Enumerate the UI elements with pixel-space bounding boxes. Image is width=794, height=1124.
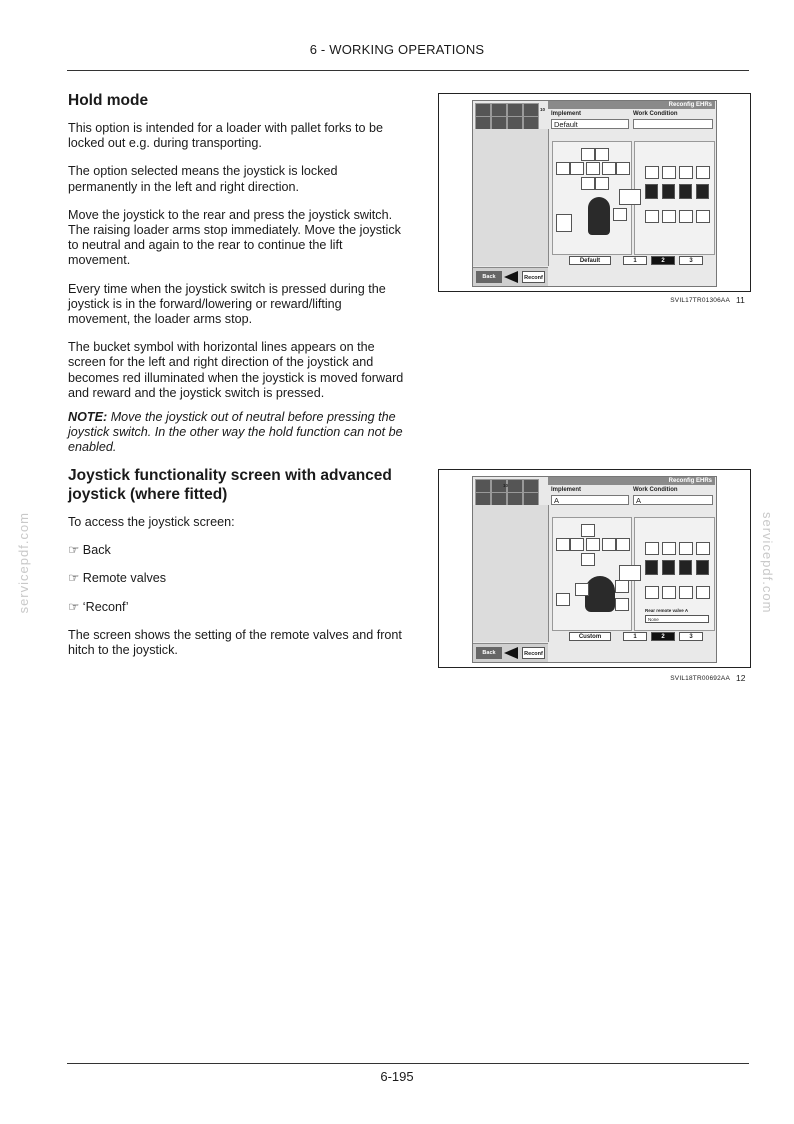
joystick-section xyxy=(68,466,404,658)
settings-icon xyxy=(491,103,507,117)
note-label: NOTE: xyxy=(68,410,108,425)
tractor-front-icon xyxy=(619,565,641,581)
valve-icon xyxy=(645,586,659,599)
valve-icon xyxy=(662,542,676,555)
screen-title: Reconfig EHRs xyxy=(548,101,715,109)
header-rule xyxy=(67,70,749,71)
back-button[interactable]: Back xyxy=(476,647,502,659)
pointing-hand-icon: ☞ xyxy=(68,571,80,586)
reconf-button[interactable]: Reconf xyxy=(522,271,545,283)
joystick-intro: To access the joystick screen: xyxy=(68,515,235,529)
valve-icon xyxy=(662,166,676,179)
down-arrow-icon xyxy=(491,116,507,130)
bucket-icon xyxy=(581,177,595,190)
nav-bar xyxy=(473,643,548,662)
bucket-icon xyxy=(570,538,584,551)
valve-icon xyxy=(696,586,710,599)
implement-label: Implement xyxy=(551,487,582,493)
left-panel xyxy=(473,129,549,266)
vt-icon xyxy=(523,116,539,130)
page-button-2[interactable]: 2 xyxy=(651,256,675,265)
diamond-icon xyxy=(507,492,523,506)
page-button-2[interactable]: 2 xyxy=(651,632,675,641)
rear-remote-label: Rear remote valve A xyxy=(645,608,689,613)
page-number: 6-195 xyxy=(380,1069,414,1084)
tractor-front-icon xyxy=(619,189,641,205)
reconf-button[interactable]: Reconf xyxy=(522,647,545,659)
footer-rule xyxy=(67,1063,749,1064)
page-button-3[interactable]: 3 xyxy=(679,256,703,265)
figure-2-number: 12 xyxy=(736,673,746,683)
implement-label: Implement xyxy=(551,111,582,117)
bucket-icon xyxy=(556,162,570,175)
note-text: Move the joystick out of neutral before pressing the joystick switch. In the other way the hold function can not be enabled. xyxy=(68,410,403,455)
ehr-screen xyxy=(472,476,717,663)
joystick-outro: The screen shows the setting of the remote valves and front hitch to the joystick. xyxy=(68,627,402,658)
bucket-icon xyxy=(556,538,570,551)
diamond-icon xyxy=(507,116,523,130)
valve-state-icon xyxy=(679,560,692,575)
bucket-icon xyxy=(581,148,595,161)
step-back-label: Back xyxy=(82,543,111,558)
hold-mode-heading: Hold mode xyxy=(68,92,149,109)
valve-icon xyxy=(679,586,693,599)
pointing-hand-icon: ☞ xyxy=(68,599,80,614)
joystick-icon xyxy=(588,197,610,235)
bucket-icon xyxy=(581,553,595,566)
side-button-icon xyxy=(613,208,627,221)
loader-icon xyxy=(507,103,523,117)
implement-field[interactable]: Default xyxy=(551,119,629,129)
tractor-icon xyxy=(475,479,491,493)
icon-count: 10 xyxy=(503,483,509,488)
mode-button[interactable]: Default xyxy=(569,256,611,265)
step-reconf-label: ‘Reconf’ xyxy=(82,599,129,614)
side-button-icon xyxy=(615,598,629,611)
work-condition-label: Work Condition xyxy=(633,487,678,493)
bucket-icon xyxy=(602,162,616,175)
pointing-hand-icon: ☞ xyxy=(68,543,80,558)
bucket-icon xyxy=(581,524,595,537)
hold-paragraph-3: Move the joystick to the rear and press the joystick switch. The raising loader arms stop immediately. Move the joystick to neutral and again to the rear to continue the lift movement. xyxy=(68,207,401,268)
figure-hold-mode-screen xyxy=(438,93,751,292)
valve-icon xyxy=(679,166,693,179)
switch-icon xyxy=(556,593,570,606)
left-arrow-icon[interactable] xyxy=(504,271,518,283)
direction-arrows-icon xyxy=(586,538,600,551)
valves-panel xyxy=(634,141,715,255)
hold-paragraph-4: Every time when the joystick switch is pressed during the joystick is in the forward/lowering or reward/lifting movement, the loader arms stop. xyxy=(68,281,386,327)
bucket-icon xyxy=(616,538,630,551)
icon-count: 10 xyxy=(540,107,546,112)
left-arrow-icon[interactable] xyxy=(504,647,518,659)
valve-icon xyxy=(679,210,693,223)
valve-state-icon xyxy=(645,184,658,199)
step-remote-valves xyxy=(68,571,404,586)
valve-state-icon xyxy=(696,560,709,575)
valve-icon xyxy=(662,210,676,223)
hold-paragraph-2: The option selected means the joystick is locked permanently in the left and right direction. xyxy=(68,164,338,194)
toolbar-icons xyxy=(473,477,548,505)
hold-note xyxy=(68,410,404,456)
valve-state-icon xyxy=(662,184,675,199)
toolbar-icons xyxy=(473,101,548,129)
figure-2-caption: SVIL18TR00692AA xyxy=(670,675,730,682)
hold-paragraph-5: The bucket symbol with horizontal lines appears on the screen for the left and right direction of the joystick and becomes red illuminated when the joystick is moved forward and reward and the joystick switch is pressed. xyxy=(68,340,404,400)
valve-icon xyxy=(645,166,659,179)
switch-icon xyxy=(575,583,589,596)
nav-bar xyxy=(473,267,548,286)
remote-valve-icon xyxy=(523,103,539,117)
valve-icon xyxy=(662,586,676,599)
switch-icon xyxy=(556,214,572,232)
page-header-title: 6 - WORKING OPERATIONS xyxy=(309,42,485,57)
screen-title: Reconfig EHRs xyxy=(548,477,715,485)
vt-icon xyxy=(523,492,539,506)
hitch-icon xyxy=(475,116,491,130)
mode-button[interactable]: Custom xyxy=(569,632,611,641)
valves-panel xyxy=(634,517,715,631)
down-arrow-icon xyxy=(491,492,507,506)
page-button-1[interactable]: 1 xyxy=(623,632,647,641)
bucket-icon xyxy=(570,162,584,175)
advanced-joystick-icon xyxy=(585,576,615,612)
loader-icon xyxy=(507,479,523,493)
side-button-icon xyxy=(615,580,629,593)
valve-icon xyxy=(696,166,710,179)
page-button-1[interactable]: 1 xyxy=(623,256,647,265)
valve-icon xyxy=(645,210,659,223)
step-reconf xyxy=(68,600,404,615)
ehr-screen xyxy=(472,100,717,287)
bucket-icon xyxy=(616,162,630,175)
figure-1-caption: SVIL17TR01306AA xyxy=(670,297,730,304)
joystick-heading: Joystick functionality screen with advanced joystick (where fitted) xyxy=(68,467,392,503)
valve-state-icon xyxy=(645,560,658,575)
valve-icon xyxy=(696,210,710,223)
valve-state-icon xyxy=(662,560,675,575)
page-button-3[interactable]: 3 xyxy=(679,632,703,641)
figure-joystick-screen xyxy=(438,469,751,668)
hold-mode-section xyxy=(68,91,404,456)
step-back xyxy=(68,543,404,558)
tractor-icon xyxy=(475,103,491,117)
valve-state-icon xyxy=(679,184,692,199)
valve-icon xyxy=(679,542,693,555)
work-condition-field[interactable]: A xyxy=(633,495,713,505)
work-condition-label: Work Condition xyxy=(633,111,678,117)
direction-arrows-icon xyxy=(586,162,600,175)
step-remote-valves-label: Remote valves xyxy=(82,571,167,586)
back-button[interactable]: Back xyxy=(476,271,502,283)
remote-valve-icon xyxy=(523,479,539,493)
implement-field[interactable]: A xyxy=(551,495,629,505)
bucket-icon xyxy=(602,538,616,551)
bucket-icon xyxy=(595,148,609,161)
watermark-left: servicepdf.com xyxy=(16,512,31,614)
valve-icon xyxy=(696,542,710,555)
watermark-right: servicepdf.com xyxy=(760,512,775,614)
hitch-icon xyxy=(475,492,491,506)
left-panel xyxy=(473,505,549,642)
valve-icon xyxy=(645,542,659,555)
hold-paragraph-1: This option is intended for a loader with pallet forks to be locked out e.g. during transporting. xyxy=(68,121,384,151)
valve-state-icon xyxy=(696,184,709,199)
rear-remote-dropdown[interactable]: None xyxy=(645,615,709,623)
figure-1-number: 11 xyxy=(736,295,745,305)
bucket-icon xyxy=(595,177,609,190)
work-condition-field[interactable] xyxy=(633,119,713,129)
